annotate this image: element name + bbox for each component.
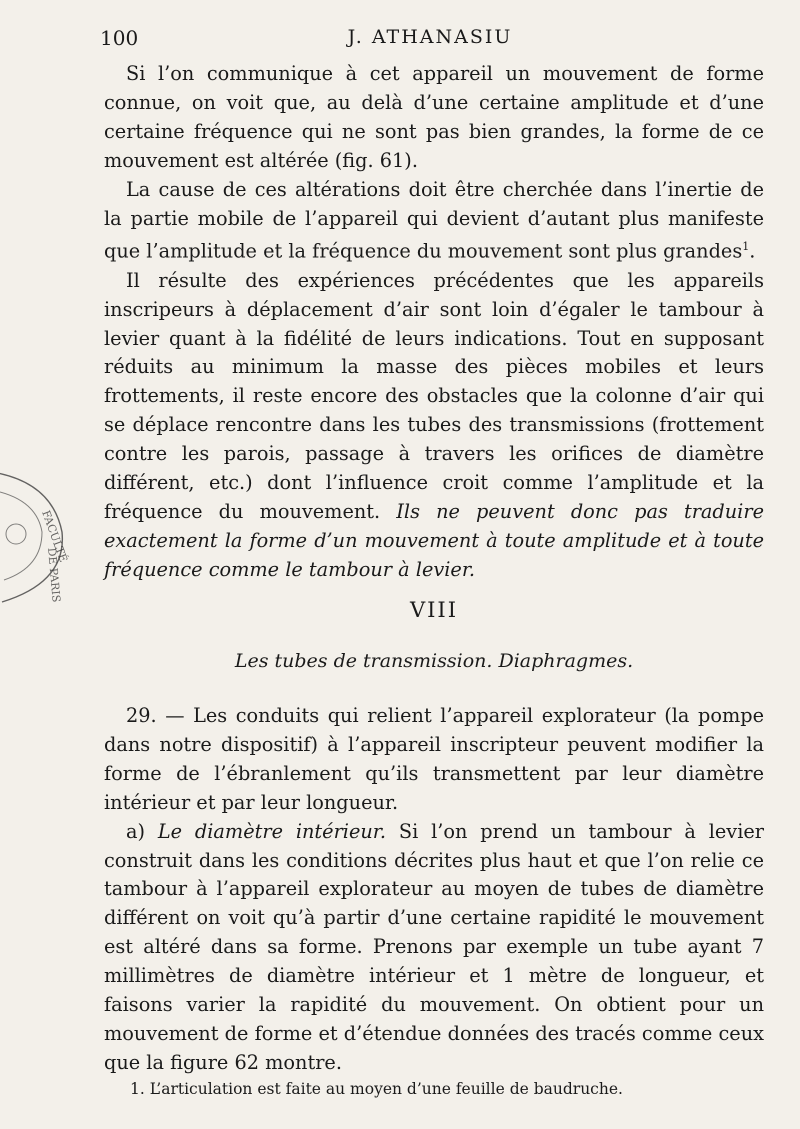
footnote: 1. L’articulation est faite au moyen d’une feuille de baudruche. (130, 1080, 623, 1098)
page-header (100, 26, 760, 54)
italic-heading: Le diamètre intérieur. (157, 819, 387, 843)
running-head: J. ATHANASIU (347, 26, 513, 48)
paragraph: La cause de ces altérations doit être cherchée dans l’inertie de la partie mobile de l’appareil qui devient d’autant plus manifeste que l’amplitude et la fréquence du mouvement sont plus grandes$^1$. (104, 177, 764, 263)
page-number: 100 (100, 26, 139, 50)
section-number: VIII (409, 598, 459, 622)
library-stamp (0, 452, 74, 612)
footnote-marker: 1 (742, 240, 750, 254)
body-text-top (104, 60, 764, 585)
svg-text:DE PARIS: DE PARIS (45, 547, 63, 603)
body-text-bottom (104, 702, 764, 1078)
paragraph-29: 29. — Les conduits qui relient l’appareil explorateur (la pompe dans notre dispositif) à l’appareil inscripteur peuvent modifier la forme de l’ébranlement qu’ils transmettent par leur diamètre intérieur et par leur longueur. (104, 704, 764, 814)
paragraph: Si l’on communique à cet appareil un mouvement de forme connue, on voit que, au delà d’une certaine amplitude et d’une certaine fréquence qui ne sont pas bien grandes, la forme de ce mouvement est altérée (fig. 61). (104, 62, 764, 172)
italic-conclusion: Ils ne peuvent donc pas traduire exactement la forme d’un mouvement à toute amplitude et à toute fréquence comme le tambour à levier. (104, 500, 764, 581)
section-title: Les tubes de transmission. Diaphragmes. (234, 650, 634, 672)
svg-text:FACULTÉ: FACULTÉ (39, 508, 70, 564)
paragraph: Il résulte des expériences précédentes que les appareils inscripeurs à déplacement d’air sont loin d’égaler le tambour à levier quant à la fidélité de leurs indications. Tout en supposant réduits au minimum la masse des pièces mobiles et leurs frottements, il reste encore des obstacles que la colonne d’air qui se déplace rencontre dans les tubes des transmissions (frottement contre les parois, passage à travers les orifices de diamètre différent, etc.) dont l’influence croit comme l’amplitude et la fréquence du mouvement. Ils ne peuvent donc pas traduire exactement la forme d’un mouvement à toute amplitude et à toute fréquence comme le tambour à levier. (104, 268, 764, 581)
paragraph-a: a) Le diamètre intérieur. Si l’on prend un tambour à levier construit dans les conditions décrites plus haut et que l’on relie ce tambour à l’appareil explorateur au moyen de tubes de diamètre différent on voit qu’à partir d’une certaine rapidité le mouvement est altéré dans sa forme. Prenons par exemple un tube ayant 7 millimètres de diamètre intérieur et 1 mètre de longueur, et faisons varier la rapidité du mouvement. On obtient pour un mouvement de forme et d’étendue données des tracés comme ceux que la figure 62 montre. (104, 819, 764, 1074)
paragraph-number: 29. (126, 704, 157, 727)
